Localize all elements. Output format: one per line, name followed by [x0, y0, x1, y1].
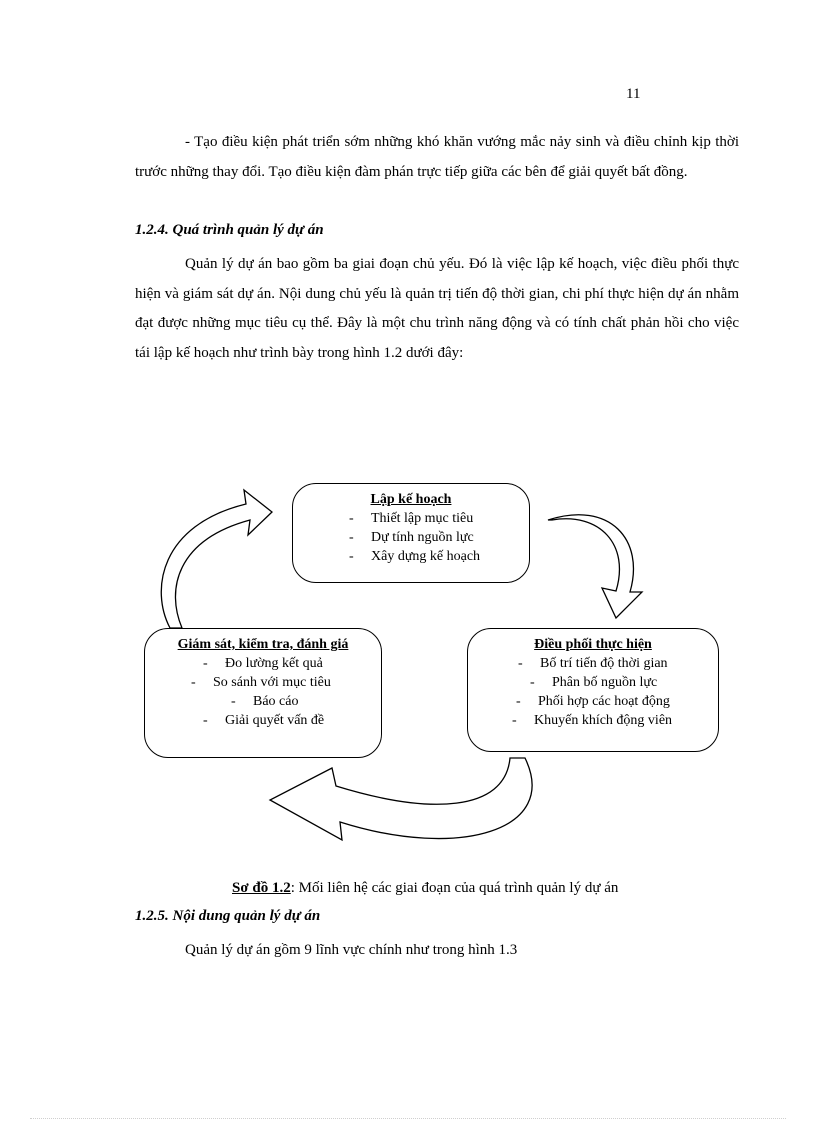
coordination-box [467, 628, 719, 752]
caption-text: : Mối liên hệ các giai đoạn của quá trình quản lý dự án [290, 880, 619, 896]
intro-paragraph: - Tạo điều kiện phát triển sớm những khó khăn vướng mắc nảy sinh và điều chỉnh kịp thời trước những thay đổi. Tạo điều kiện đàm phán trực tiếp giữa các bên để giải quyết bất đồng. [135, 134, 739, 180]
coordination-title: Điều phối thực hiện [534, 637, 652, 652]
diagram-caption [232, 880, 618, 897]
section-1-2-5-heading: 1.2.5. Nội dung quản lý dự án [135, 908, 321, 924]
section-1-2-5-paragraph: Quản lý dự án gồm 9 lĩnh vực chính như trong hình 1.3 [185, 942, 518, 958]
list-item: - Đo lường kết quả [203, 656, 323, 671]
arrow-monitoring-to-planning [161, 490, 272, 628]
list-item: - Báo cáo [231, 694, 299, 709]
list-item: - So sánh với mục tiêu [191, 675, 331, 690]
caption-label: Sơ đồ 1.2 [232, 880, 291, 896]
list-item: - Giải quyết vấn đề [203, 713, 325, 728]
planning-title: Lập kế hoạch [370, 492, 452, 507]
arrow-coordination-to-monitoring [270, 758, 532, 840]
section-1-2-4-paragraph: Quản lý dự án bao gồm ba giai đoạn chủ yếu. Đó là việc lập kế hoạch, việc điều phối thực hiện và giám sát dự án. Nội dung chủ yếu là quản trị tiến độ thời gian, chi phí thực hiện dự án nhằm đạt được những mục tiêu cụ thể. Đây là một chu trình năng động và có tính chất phản hồi cho việc tái lập kế hoạch như trình bày trong hình 1.2 dưới đây: [135, 256, 739, 361]
list-item: - Dự tính nguồn lực [349, 530, 474, 545]
list-item: - Bố trí tiến độ thời gian [518, 656, 668, 671]
section-1-2-4-heading: 1.2.4. Quá trình quản lý dự án [135, 222, 324, 238]
list-item: - Phân bố nguồn lực [530, 675, 658, 690]
arrow-planning-to-coordination [548, 515, 642, 618]
list-item: - Xây dựng kế hoạch [349, 549, 481, 564]
monitoring-title: Giám sát, kiểm tra, đánh giá [177, 637, 349, 652]
monitoring-box [144, 628, 382, 758]
planning-box [292, 483, 530, 583]
page-number: 11 [626, 86, 641, 102]
list-item: - Phối hợp các hoạt động [516, 694, 670, 709]
list-item: - Thiết lập mục tiêu [349, 511, 474, 526]
list-item: - Khuyến khích động viên [512, 713, 673, 728]
planning-list [349, 509, 529, 566]
coordination-list [512, 654, 718, 730]
footer-divider [30, 1118, 786, 1119]
monitoring-list [191, 654, 381, 730]
